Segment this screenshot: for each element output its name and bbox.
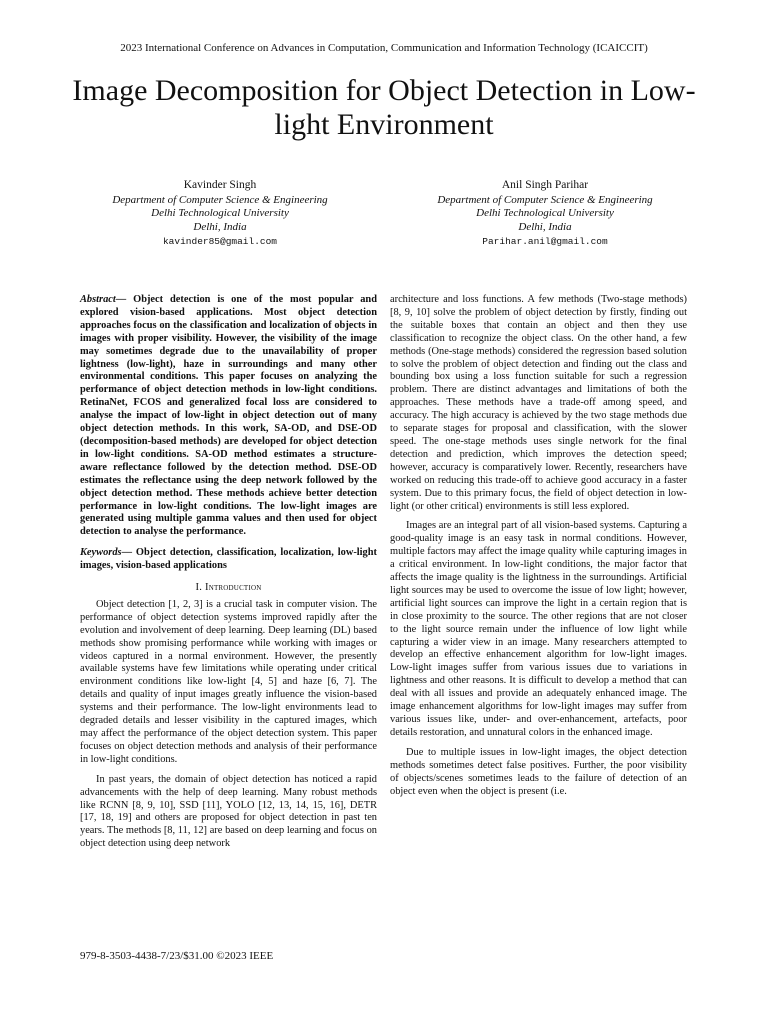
section-heading-introduction: I. Introduction bbox=[195, 582, 262, 594]
body-paragraph: Due to multiple issues in low-light images, the object detection methods sometimes detect false positives. Further, the poor visibility of objects/scenes sometimes leads to the failure of detection of an object even when the object is present (i.e. bbox=[390, 746, 687, 797]
abstract-text: Object detection is one of the most popular and explored vision-based applications. Most object detection approaches focus on the classification and localization of objects in images with proper visibility. However, the visibility of the image may sometimes degrade due to the unavailability of proper lightness (low-light), haze in surroundings and many other environmental conditions. This paper focuses on analyzing the performance of object detection methods in low-light conditions. RetinaNet, FCOS and generalized focal loss are considered to analyse the impact of low-light in object detection out of many object detection methods. In this work, SA-OD, and DSE-OD (decomposition-based methods) are developed for object detection in low-light conditions. SA-OD method estimates a structure-aware reflectance followed by the detection method. DSE-OD estimates the reflectance using the deep network followed by the object detection method. These methods achieve better detection performance in low-light conditions. The low-light images are generated using multiple gamma values and then used for object detection to analyse the performance. bbox=[80, 294, 377, 538]
author-email: kavinder85@gmail.com bbox=[162, 236, 278, 247]
right-column bbox=[390, 294, 687, 805]
abstract bbox=[80, 294, 377, 539]
author-name: Kavinder Singh bbox=[183, 179, 257, 191]
author-location: Delhi, India bbox=[518, 220, 572, 233]
abstract-label: Abstract bbox=[80, 294, 116, 305]
author-department: Department of Computer Science & Engineering bbox=[112, 193, 328, 206]
conference-header: 2023 International Conference on Advances in Computation, Communication and Information Technology (ICAICCIT) bbox=[120, 42, 648, 54]
keywords-text: Object detection, classification, localization, low-light images, vision-based applications bbox=[80, 547, 377, 572]
author-department: Department of Computer Science & Engineering bbox=[437, 193, 653, 206]
copyright-footer: 979-8-3503-4438-7/23/$31.00 ©2023 IEEE bbox=[80, 950, 274, 962]
paper-title: Image Decomposition for Object Detection in Low-light Environment bbox=[72, 74, 696, 141]
author-university: Delhi Technological University bbox=[476, 207, 614, 219]
author-block-2 bbox=[385, 179, 705, 249]
body-paragraph: architecture and loss functions. A few methods (Two-stage methods) [8, 9, 10] solve the problem of object detection by firstly, finding out the suitable boxes that contain an object and then they use classification to recognize the object class. On the other hand, a few methods (One-stage methods) considered the regression based solution to solve the problem of object detection and finding out the class and bounding box using a loss function suitable for such a regression problem. There are distinct advantages and limitations of both the approaches. These methods have a trade-off among speed, and accuracy. The high accuracy is achieved by the two stage methods due to separate stages for proposal and classification, with the slower speed. The one-stage methods uses single network for the final detection and prediction, which improves the detection speed; however, accuracy is comparatively lower. Recently, researchers have worked on reducing this trade-off to achieve good accuracy in a faster system. Due to this primary focus, the field of object detection in low-light (or other critical) environments is still less explored. bbox=[390, 294, 687, 512]
left-column bbox=[80, 294, 377, 858]
body-paragraph: Images are an integral part of all vision-based systems. Capturing a good-quality image is an easy task in normal conditions. However, multiple factors may affect the image quality while capturing images in a critical environment. In low-light conditions, the major factor that affects the image quality is the lightness in the surroundings. Artificial light sources may be used to overcome the issue of low light; however, artificial light sources can improve the light in a certain region that is in close proximity to the source. The other regions that are not closer to the light source remain under the influence of low light while capturing a wider view in an image. Many researchers attempted to develop an effective enhancement algorithm for low-light images. Low-light images suffer from various issues due to variations in lightness and other reasons. It is difficult to develop a method that can deal with all issues and provide an adequately enhanced image. The image enhancement algorithms for low-light images may suffer from various issues like, under- and over-enhancement, artefacts, poor details restoration, and unnatural colors in the enhanced image. bbox=[390, 520, 688, 738]
keywords-label: Keywords bbox=[80, 547, 122, 559]
author-email: Parihar.anil@gmail.com bbox=[482, 236, 608, 247]
body-paragraph: In past years, the domain of object detection has noticed a rapid advancements with the help of deep learning. Many robust methods like RCNN [8, 9, 10], SSD [11], YOLO [12, 13, 14, 15, 16], DETR [17, 18, 19] and others are proposed for object detection in past ten years. The methods [8, 11, 12] are based on deep learning and focus on object detection using deep network bbox=[80, 773, 377, 850]
author-university: Delhi Technological University bbox=[151, 207, 289, 219]
abstract-separator: — bbox=[115, 294, 134, 305]
author-name: Anil Singh Parihar bbox=[501, 179, 589, 191]
body-paragraph: Object detection [1, 2, 3] is a crucial task in computer vision. The performance of object detection systems improved rapidly after the evolution and involvement of deep learning. Deep learning (DL) based methods show promising performance while working with images or videos captured in a normal environment. However, the presently available systems have few limitations while operating under critical environment conditions like low-light [4, 5] and haze [6, 7]. The details and quality of input images greatly influence the vision-based systems and their performance. The low-light environments lead to degraded details and lesser visibility in the captured images, which may affect the performance of the object detection system. This paper focuses on object detection methods and analysis of their performance in low-light conditions. bbox=[80, 598, 377, 765]
keywords bbox=[80, 547, 377, 573]
author-block-1 bbox=[60, 179, 380, 249]
keywords-separator: — bbox=[121, 547, 136, 559]
author-location: Delhi, India bbox=[193, 220, 247, 233]
